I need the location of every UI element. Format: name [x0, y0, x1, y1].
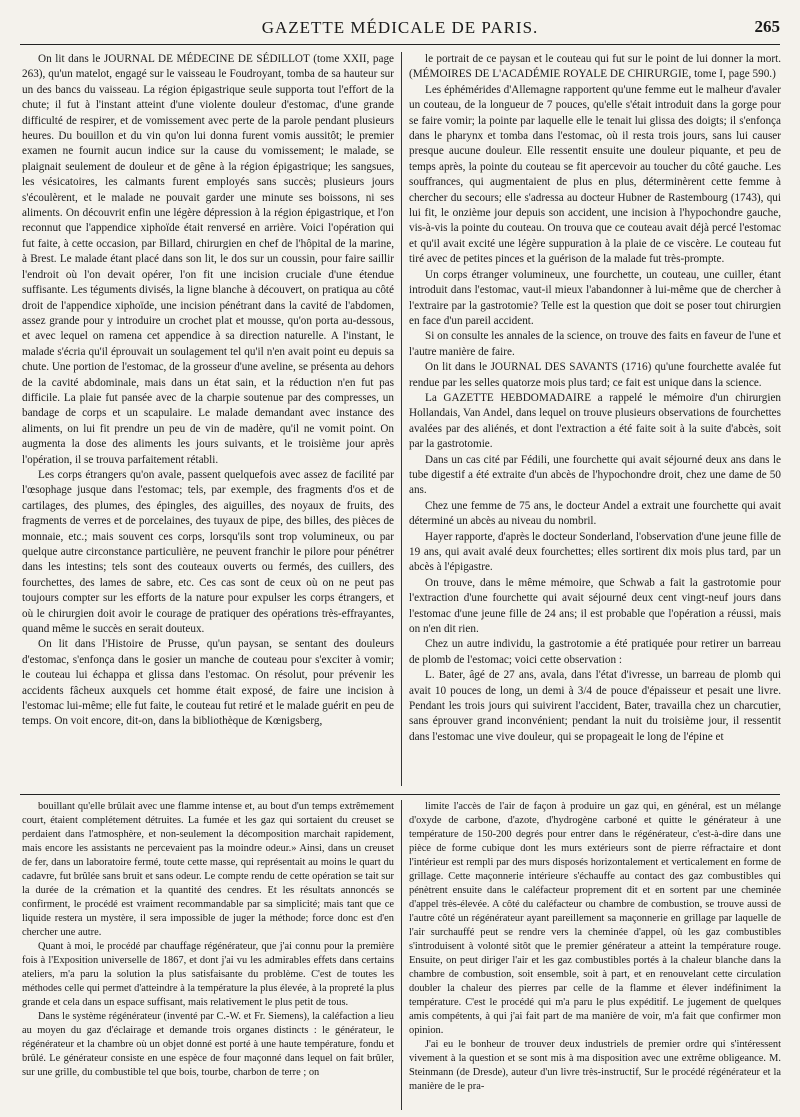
paragraph: Hayer rapporte, d'après le docteur Sonderland, l'observation d'une jeune fille de 19 ans, qui avait avalé deux fourchettes; elles sortirent dix mois plus tard, par un abcès à l'épigastre.: [409, 530, 781, 574]
paragraph: Un corps étranger volumineux, une fourchette, un couteau, une cuiller, étant introduit dans l'estomac, vaut-il mieux l'abandonner à lui-même que de chercher à l'extraire par la gastrotomie? Telle est la question que doit se poser tout chirurgien en face d'un pareil accident.: [409, 268, 781, 327]
paragraph: Quant à moi, le procédé par chauffage régénérateur, que j'ai connu pour la première fois à l'Exposition universelle de 1867, et dont j'ai vu les admirables effets dans certains ateliers, m'a paru la solution la plus satisfaisante du problème. C'est de toutes les méthodes celle qui permet d'atteindre à la température la plus élevée, à la propreté la plus grande et cela dans un espace suffisant, mais relativement le plus petit de tous.: [22, 941, 394, 1008]
page-header: [20, 14, 780, 40]
bottom-right-column: [409, 800, 781, 1110]
top-right-column: [409, 52, 781, 787]
column-divider: [401, 800, 402, 1110]
page-number: 265: [754, 17, 780, 36]
paragraph: Si on consulte les annales de la science, on trouve des faits en faveur de l'une et l'autre manière de faire.: [409, 330, 781, 358]
running-title: GAZETTE MÉDICALE DE PARIS.: [261, 18, 539, 37]
paragraph: La GAZETTE HEBDOMADAIRE a rappelé le mémoire d'un chirurgien Hollandais, Van Andel, dans lequel on trouve plusieurs observations de fourchettes avalées par des aliénés, et dont l'extraction a été faite soit à la suite d'abcès, soit par la gastrotomie.: [409, 391, 781, 451]
paragraph: bouillant qu'elle brûlait avec une flamme intense et, au bout d'un temps extrêmement court, étaient complétement détruites. La fumée et les gaz qui sortaient du creuset se perdaient dans l'atmosphère, et non-seulement la décomposition marchait rapidement, mais encore les assistants ne percevaient pas la moindre odeur.» Ainsi, dans un creuset de fer, dans un laboratoire fermé, toute cette masse, qui représentait au moins le quart du cadavre, fut brûlée sans bruit et sans odeur. Le compte rendu de cette opération se tait sur la durée de la crémation et la quantité des cendres. Et les résultats annoncés se confirment, le procédé est vraiment recommandable par sa simplicité; mais tant que ce liquide restera un mystère, il sera impossible de juger la méthode; force donc est d'en chercher une autre.: [22, 801, 394, 938]
bottom-left-column: [22, 800, 394, 1110]
paragraph: Les corps étrangers qu'on avale, passent quelquefois avec assez de facilité par l'œsophage jusque dans l'estomac; tels, par exemple, des fragments d'os et de cartilages, des plumes, des épingles, des aiguilles, des noyaux de fruits, des fragments de verres et de porcelaines, des tuyaux de pipe, des billes, des pièces de monnaie, etc.; mais souvent ces corps, lorsqu'ils sont trop volumineux, ou par quelque autre circonstance particulière, ne peuvent franchir le pilore pour pénétrer dans les intestins; tels sont des couteaux ouverts ou fermés, des cuillers, des fourchettes, des lames de sabre, etc. Ces cas sont de ceux où on ne peut pas toujours compter sur les efforts de la nature pour expulser les corps étrangers, et où le chirurgien doit avoir le courage de pratiquer des opérations très-effrayantes, quand même le succès en serait douteux.: [22, 468, 394, 636]
paragraph: L. Bater, âgé de 27 ans, avala, dans l'état d'ivresse, un barreau de plomb qui avait 10 pouces de long, un demi à 3/4 de pouce d'épaisseur et pesait une livre. Pendant les trois jours qui suivirent l'accident, Bater, travailla chez un charcutier, sans éprouver grand inconvénient; pendant la nuit du troisième jour, il ressentit dans l'estomac une vive douleur, qui se propageait le long de l'épine et: [409, 669, 781, 743]
paragraph: J'ai eu le bonheur de trouver deux industriels de premier ordre qui s'intéressent vivement à la question et se sont mis à ma disposition avec une extrême obligeance. M. Steinmann (de Dresde), auteur d'un livre très-instructif, Sur le procédé régénérateur et la manière de le pra-: [409, 1039, 781, 1092]
paragraph: Dans un cas cité par Fédili, une fourchette qui avait séjourné deux ans dans le tube digestif a été extraite d'un abcès de l'hypochondre droit, chez une dame de 50 ans.: [409, 453, 781, 497]
paragraph: On lit dans le JOURNAL DE MÉDECINE DE SÉDILLOT (tome XXII, page 263), qu'un matelot, engagé sur le vaisseau le Foudroyant, tomba de sa hauteur sur un des bancs du vaisseau. La région épigastrique seule supporta tout l'effort de la chute; il fut à l'instant atteint d'une violente douleur d'estomac, d'une grande difficulté de respirer, et de vomissement avec perte de la parole pendant plusieurs heures. Du bouillon et du vin qu'on lui donna furent vomis aussitôt; le premier examen ne fournit aucun indice sur la cause du vomissement; le malade, se plaignait seulement de douleur et de gêne à la région épigastrique; les sangsues, les vésicatoires, les calmants furent employés sans succès; plusieurs jours s'écoulèrent, et le malade ne pouvait garder une minute ses boissons, ni ses aliments. On découvrit enfin une légère dépression à la région épigastrique, et l'on reconnut que l'appendice xiphoïde était renversé en arrière. Voici l'opération qui fut faite, à cette occasion, par Billard, chirurgien en chef de l'hôpital de la marine, à Brest. Le malade étant placé dans son lit, le dos sur un coussin, pour faire saillir l'endroit où l'on devait opérer, l'on fit une incision cruciale d'une étendue suffisante. Les téguments divisés, la ligne blanche à découvert, on pratiqua au côté droit de l'appendice xiphoïde, une incision pénétrant dans la cavité de l'abdomen, assez grande pour y introduire un crochet plat et mousse, qu'on porta au-dessous, et avec lequel on ramena cet appendice à sa direction naturelle. A l'instant, le malade s'écria qu'il éprouvait un soulagement tel qu'il n'en avait point eu depuis sa chute. Une portion de l'estomac, de la grosseur d'une aveline, se présenta au dehors de la cavité abdominale, mais dans un état sain, et la réduction n'en fut pas difficile. La plaie fut pansée avec de la charpie soutenue par des compresses, un bandage de corps et un scapulaire. Le malade demandant avec instance des aliments, on lui fit prendre un peu de vin de madère, qu'il ne vomit point. On augmenta la dose des aliments les jours suivants, et le troisième jour après l'opération, il se trouva parfaitement rétabli.: [22, 53, 394, 466]
section-rule: [20, 794, 780, 795]
paragraph: le portrait de ce paysan et le couteau qui fut sur le point de lui donner la mort. (MÉMOIRES DE L'ACADÉMIE ROYALE DE CHIRURGIE, tome I, page 590.): [409, 53, 781, 81]
paragraph: On trouve, dans le même mémoire, que Schwab a fait la gastrotomie pour l'extraction d'une fourchette qui avait séjourné deux cent vingt-neuf jours dans l'estomac d'une jeune fille de 24 ans; il est probable que l'opération a réussi, mais on n'en dit rien.: [409, 576, 781, 636]
header-rule: [20, 44, 780, 45]
paragraph: On lit dans l'Histoire de Prusse, qu'un paysan, se sentant des douleurs d'estomac, s'enfonça dans le gosier un manche de couteau pour s'exciter à vomir; le couteau lui échappa et glissa dans l'estomac. On résolut, pour prévenir les accidents fâcheux auxquels cet homme était exposé, de faire une incision à l'estomac lui-même; elle fut faite, le couteau fut retiré et le malade guérit en peu de temps. On voit encore, dit-on, dans la bibliothèque de Kœnigsberg,: [22, 638, 394, 728]
paragraph: Dans le système régénérateur (inventé par C.-W. et Fr. Siemens), la caléfaction a lieu au moyen du gaz d'éclairage et demande trois organes distincts : le générateur, le régénérateur et la chambre où un objet donné est porté à une haute température, fondu et brûlé. Le générateur consiste en une espèce de four maçonné dans lequel on fait brûler, sur une grille, du combustible tel que bois, tourbe, charbon de terre ; on: [22, 1011, 394, 1078]
paragraph: Les éphémérides d'Allemagne rapportent qu'une femme eut le malheur d'avaler un couteau, de la longueur de 7 pouces, qu'elle s'était introduit dans la gorge pour se faire vomir; la pointe par laquelle elle le tenait lui glissa des doigts; il s'enfonça dans le pharynx et tomba dans l'estomac, où il resta trois jours, sans lui causer presque aucune douleur. Elle ressentit ensuite une douleur piquante, et peu de temps après, la pointe du couteau se fit apercevoir au toucher du côté gauche. Les souffrances, qui augmentaient de plus en plus, déterminèrent cette femme à chercher du secours; elle s'adressa au docteur Hubner de Rastembourg (1743), qui lui fit, le onzième jour depuis son accident, une incision à l'hypochondre gauche, vis-à-vis la pointe du couteau. On trouva que ce couteau avait déjà percé l'estomac et qu'il avait excité une légère suppuration à la plaie de ce viscère. Le couteau fut tiré avec de petites pinces et la guérison de la malade fut très-prompte.: [409, 83, 781, 266]
paragraph: limite l'accès de l'air de façon à produire un gaz qui, en général, est un mélange d'oxyde de carbone, d'azote, d'hydrogène carboné et quitte le générateur à une température de 150-200 degrés pour entrer dans le régénérateur, c'est-à-dire dans une pièce de forme cubique dont les murs extérieurs sont de pierre réfractaire et dont l'intérieur est rempli par des murs disposés horizontalement et verticalement en forme de grillage. Cette maçonnerie intérieure s'échauffe au contact des gaz combustibles qui pénètrent ensuite dans le caléfacteur proprement dit et en sortent par une cheminée d'appel très-élevée. A côté du caléfacteur ou chambre de combustion, se trouve aussi de l'autre côté un régénérateur ayant pareillement sa maçonnerie en grillage par laquelle de l'air surchauffé peut se rendre vers la cheminée d'appel, où les gaz combustibles s'introduisent à volonté sitôt que le premier générateur a atteint la température rouge. Ensuite, on peut diriger l'air et les gaz combustibles portés à la chaleur blanche dans la chambre de combustion, soit ensemble, soit à part, et en renouvelant cette circulation doubler la chaleur des pierres par celle de la flamme et élever indéfiniment la température. C'est le procédé qui m'a paru le plus expéditif. Le jugement de quelques amis compétents, à qui j'ai fait part de ma manière de voir, m'a fait que confirmer mon opinion.: [409, 801, 781, 1036]
paragraph: Chez une femme de 75 ans, le docteur Andel a extrait une fourchette qui avait déterminé un abcès au niveau du nombril.: [409, 499, 781, 528]
column-divider: [401, 52, 402, 786]
top-left-column: [22, 52, 394, 787]
paragraph: Chez un autre individu, la gastrotomie a été pratiquée pour retirer un barreau de plomb de l'estomac; voici cette observation :: [409, 638, 781, 666]
paragraph: On lit dans le JOURNAL DES SAVANTS (1716) qu'une fourchette avalée fut rendue par les selles quatorze mois plus tard; ce fait est unique dans la science.: [409, 361, 781, 389]
